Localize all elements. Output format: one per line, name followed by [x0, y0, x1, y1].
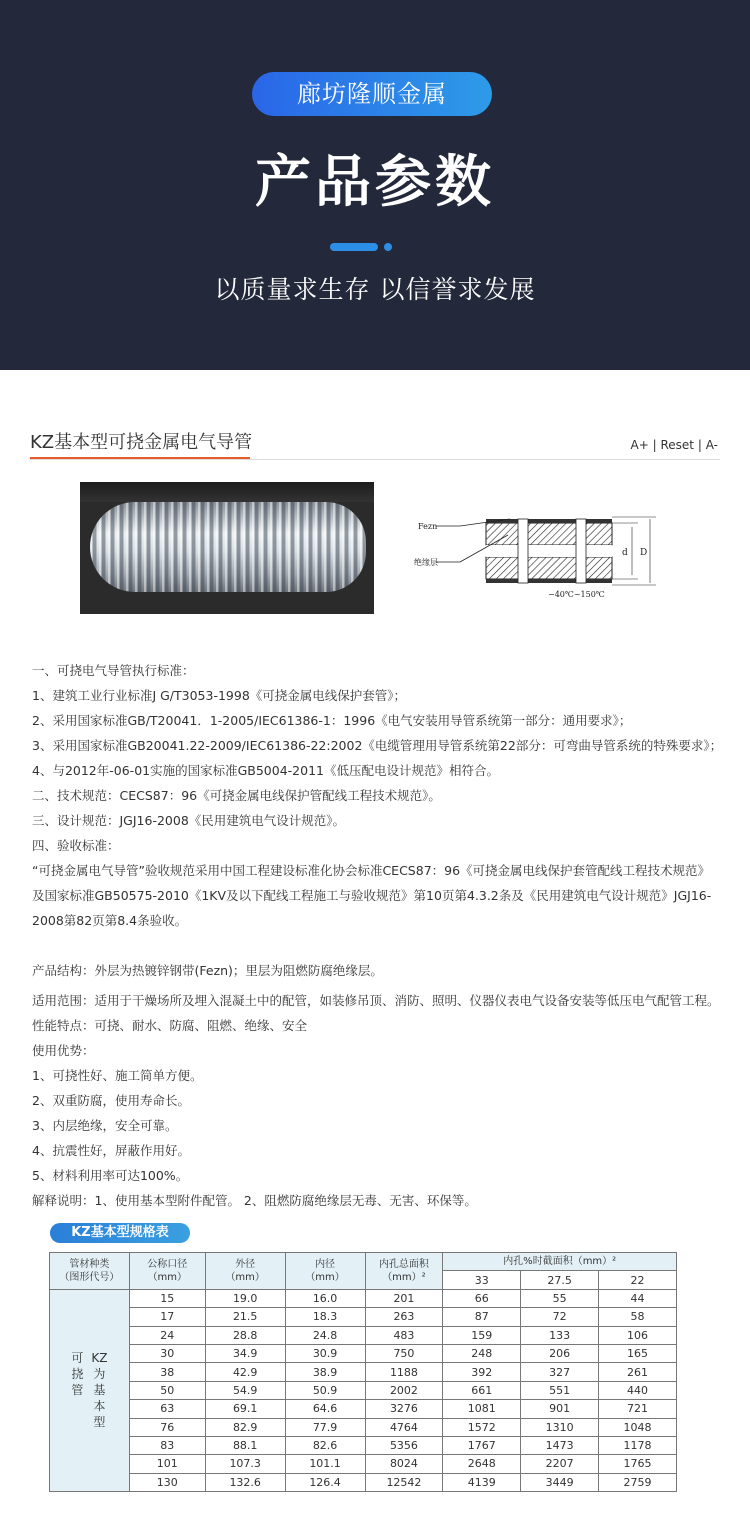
page-title: 产品参数	[255, 150, 495, 215]
text-line: 产品结构：外层为热镀锌钢带(Fezn)；里层为阻燃防腐绝缘层。	[32, 963, 383, 978]
header-outer: 外径 （mm）	[205, 1253, 285, 1290]
text-line: 4、与2012年-06-01实施的国家标准GB5004-2011《低压配电设计规范》相符合。	[32, 763, 499, 778]
label-outer-diameter: D	[640, 548, 648, 558]
table-row: 63 69.1 64.6 3276 1081 901 721	[50, 1400, 677, 1418]
text-line: 1、建筑工业行业标准J G/T3053-1998《可挠金属电线保护套管》；	[32, 688, 407, 703]
product-title: KZ基本型可挠金属电气导管	[30, 432, 253, 453]
text-line: 2008第82页第8.4条验收。	[32, 913, 188, 928]
diagram-svg	[400, 505, 670, 600]
table-row: 50 54.9 50.9 2002 661 551 440	[50, 1381, 677, 1399]
cross-section-diagram	[400, 505, 670, 600]
slogan: 以质量求生存 以信誉求发展	[214, 275, 536, 304]
header-nominal: 公称口径 （mm）	[129, 1253, 205, 1290]
label-fezn: Fezn	[418, 522, 438, 531]
text-line: 3、采用国家标准GB20041.22-2009/IEC61386-22:2002《电缆管理用导管系统第22部分：可弯曲导管系统的特殊要求》；	[32, 738, 723, 753]
table-row: 101 107.3 101.1 8024 2648 2207 1765	[50, 1455, 677, 1473]
separator: |	[652, 438, 657, 452]
table-row: 83 88.1 82.6 5356 1767 1473 1178	[50, 1436, 677, 1454]
font-increase-button[interactable]: A+	[630, 438, 649, 452]
separator: |	[697, 438, 702, 452]
category-cell	[50, 1289, 130, 1491]
header-area: 内孔总面积 （mm）²	[365, 1253, 443, 1290]
text-line: 5、材料利用率可达100%。	[32, 1168, 189, 1183]
text-line: 性能特点：可挠、耐水、防腐、阻燃、绝缘、安全	[32, 1018, 308, 1033]
brand-badge: 廊坊隆顺金属	[252, 72, 492, 116]
table-row: 130 132.6 126.4 12542 4139 3449 2759	[50, 1473, 677, 1491]
divider-dot	[384, 243, 392, 251]
font-decrease-button[interactable]: A-	[705, 438, 718, 452]
divider-dash	[330, 243, 378, 251]
text-line: 1、可挠性好、施工简单方便。	[32, 1068, 203, 1083]
text-line: 2、采用国家标准GB/T20041．1-2005/IEC61386-1：1996《电气安装用导管系统第一部分：通用要求》；	[32, 713, 632, 728]
header-pct-33: 33	[443, 1271, 521, 1289]
category-right: KZ 为 基 本 型	[91, 1351, 108, 1430]
header-inner: 内径 （mm）	[285, 1253, 365, 1290]
wall-top	[486, 523, 612, 545]
label-insulation: 绝缘层	[414, 558, 438, 567]
text-line: 一、可挠电气导管执行标准：	[32, 663, 195, 678]
table-row: 可 挠 管 KZ 为 基 本 型 15 19.0 16.0 201 66 55 44	[50, 1289, 677, 1307]
spec-table	[49, 1252, 677, 1492]
text-line: 解释说明：1、使用基本型附件配管。 2、阻燃防腐绝缘层无毒、无害、环保等。	[32, 1193, 477, 1208]
table-row: 76 82.9 77.9 4764 1572 1310 1048	[50, 1418, 677, 1436]
text-line: 适用范围：适用于干燥场所及埋入混凝土中的配管，如装修吊顶、消防、照明、仪器仪表电气设备安装等低压电气配管工程。	[32, 993, 720, 1008]
table-row: 17 21.5 18.3 263 87 72 58	[50, 1308, 677, 1326]
table-row: 24 28.8 24.8 483 159 133 106	[50, 1326, 677, 1344]
text-line: 及国家标准GB50575-2010《1KV及以下配线工程施工与验收规范》第10页第4.3.2条及《民用建筑电气设计规范》JGJ16-	[32, 888, 712, 903]
text-line: 二、技术规范：CECS87：96《可挠金属电线保护管配线工程技术规范》。	[32, 788, 441, 803]
table-row: 38 42.9 38.9 1188 392 327 261	[50, 1363, 677, 1381]
title-rule	[30, 459, 720, 460]
spec-table-badge: KZ基本型规格表	[50, 1223, 190, 1243]
font-size-controls	[631, 437, 718, 453]
label-inner-diameter: d	[622, 548, 628, 558]
text-line: 四、验收标准：	[32, 838, 120, 853]
header-pct-27-5: 27.5	[521, 1271, 599, 1289]
header-pct-group: 内孔%时截面积（mm）²	[443, 1253, 677, 1271]
text-line: 2、双重防腐，使用寿命长。	[32, 1093, 190, 1108]
table-row: 30 34.9 30.9 750 248 206 165	[50, 1344, 677, 1362]
banner	[0, 0, 750, 370]
header-type: 管材种类 （图形代号）	[50, 1253, 130, 1290]
category-left: 可 挠 管	[71, 1351, 84, 1398]
text-line: 4、抗震性好，屏蔽作用好。	[32, 1143, 190, 1158]
temperature-range: −40℃~150℃	[548, 590, 605, 599]
conduit-image	[90, 502, 366, 592]
font-reset-button[interactable]: Reset	[660, 438, 695, 452]
text-line: 3、内层绝缘，安全可靠。	[32, 1118, 178, 1133]
text-line: “可挠金属电气导管”验收规范采用中国工程建设标准化协会标准CECS87：96《可挠金属电线保护套管配线工程技术规范》	[32, 863, 711, 878]
wall-bottom	[486, 557, 612, 579]
text-line: 使用优势：	[32, 1043, 95, 1058]
steel-layer-bottom	[486, 579, 612, 583]
product-photo	[80, 482, 374, 614]
header-pct-22: 22	[599, 1271, 677, 1289]
text-line: 三、设计规范：JGJ16-2008《民用建筑电气设计规范》。	[32, 813, 346, 828]
